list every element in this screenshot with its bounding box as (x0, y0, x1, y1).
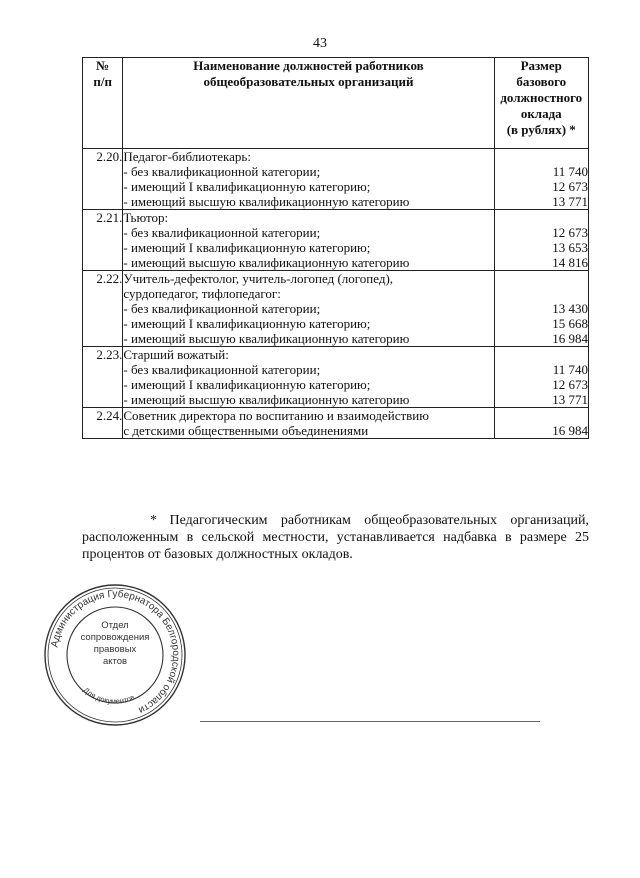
table-row (83, 149, 589, 210)
footnote (82, 512, 589, 563)
salary-values: 12 673 13 653 14 816 (494, 210, 589, 271)
position-name: Тьютор: - без квалификационной категории; - имеющий I квалификационную категорию; - имеющий высшую квалификационную категорию (123, 210, 494, 271)
stamp-ring-text: Администрация Губернатора Белгородской области (49, 588, 182, 716)
stamp-bottom-text: Для документов (81, 685, 136, 706)
header-num: № п/п (83, 58, 123, 149)
salary-values: 13 430 15 668 16 984 (494, 271, 589, 347)
stamp-line-3: правовых (93, 644, 137, 655)
salary-table (82, 57, 589, 439)
row-number: 2.21. (83, 210, 123, 271)
page-number: 43 (313, 36, 327, 51)
position-name: Советник директора по воспитанию и взаимодействию с детскими общественными объединениями (123, 408, 494, 439)
salary-values: 11 740 12 673 13 771 (494, 149, 589, 210)
official-stamp (42, 582, 188, 728)
table-row (83, 408, 589, 439)
stamp-line-1: Отдел (101, 620, 129, 631)
row-number: 2.20. (83, 149, 123, 210)
stamp-line-4: актов (102, 656, 128, 667)
position-name: Учитель-дефектолог, учитель-логопед (логопед), сурдопедагог, тифлопедагог: - без квалификационной категории; - имеющий I квалификационную категорию; - имеющий высшую квалификационную категорию (123, 271, 494, 347)
header-name: Наименование должностей работников общеобразовательных организаций (123, 58, 494, 149)
position-name: Старший вожатый: - без квалификационной категории; - имеющий I квалификационную категорию; - имеющий высшую квалификационную категорию (123, 347, 494, 408)
footnote-first-line: * Педагогическим работникам общеобразовательных организаций, (150, 513, 590, 528)
row-number: 2.22. (83, 271, 123, 347)
position-name: Педагог-библиотекарь: - без квалификационной категории; - имеющий I квалификационную категорию; - имеющий высшую квалификационную категорию (123, 149, 494, 210)
row-number: 2.24. (83, 408, 123, 439)
salary-values: 11 740 12 673 13 771 (494, 347, 589, 408)
salary-values: 16 984 (494, 408, 589, 439)
table-row (83, 271, 589, 347)
header-size: Размер базового должностного оклада (в рублях) * (494, 58, 589, 149)
bottom-divider (200, 721, 540, 722)
table-header-row (83, 58, 589, 149)
stamp-line-2: сопровождения (80, 632, 150, 643)
row-number: 2.23. (83, 347, 123, 408)
table-row (83, 347, 589, 408)
table-row (83, 210, 589, 271)
footnote-rest: расположенным в сельской местности, устанавливается надбавка в размере 25 процентов от базовых должностных окладов. (82, 530, 589, 562)
